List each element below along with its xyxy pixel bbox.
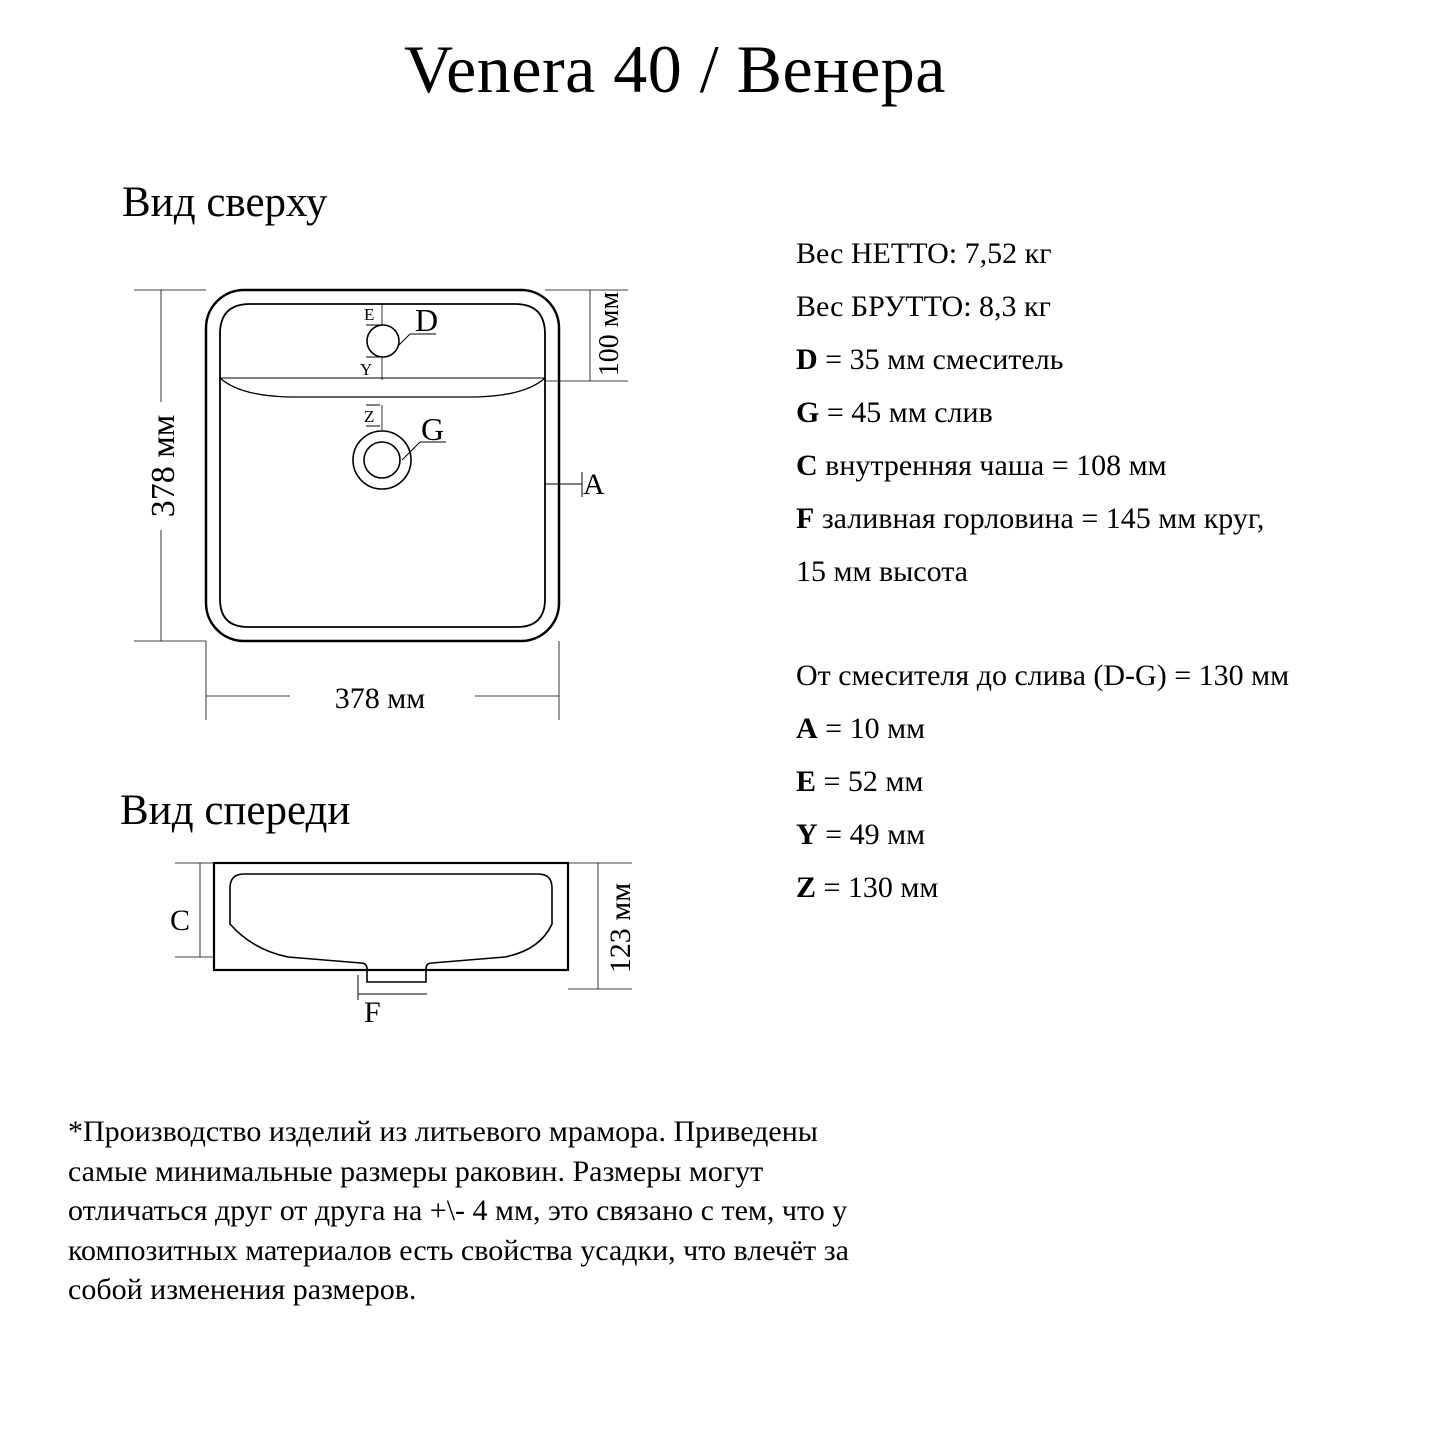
top-view-heading: Вид сверху <box>122 179 328 226</box>
basin-ledge-line <box>220 378 545 397</box>
label-e: E <box>364 305 375 324</box>
front-view-drawing <box>175 863 632 1000</box>
height-dim-label: 378 мм <box>145 414 182 518</box>
label-c: C <box>170 904 191 937</box>
label-g: G <box>421 411 445 447</box>
footnote-line: отличаться друг от друга на +\- 4 мм, это связано с тем, что у <box>68 1194 848 1227</box>
top-view-drawing <box>134 290 628 720</box>
footnote-line: собой изменения размеров. <box>68 1273 417 1306</box>
spec-line: От смесителя до слива (D-G) = 130 мм <box>796 659 1290 692</box>
back-dim-label: 100 мм <box>594 291 625 377</box>
front-view-heading: Вид спереди <box>120 787 351 834</box>
drain-inner <box>364 442 400 478</box>
spec-line: F заливная горловина = 145 мм круг, <box>796 502 1265 535</box>
spec-line: 15 мм высота <box>796 555 969 588</box>
spec-line: D = 35 мм смеситель <box>796 343 1064 376</box>
spec-line: G = 45 мм слив <box>796 396 993 429</box>
d-leader <box>398 334 410 346</box>
spec-line: Y = 49 мм <box>796 818 926 851</box>
label-a: A <box>583 468 605 501</box>
basin-outer-outline <box>206 290 559 641</box>
footnote <box>68 1112 968 1310</box>
spec-line: Вес БРУТТО: 8,3 кг <box>796 290 1051 323</box>
page-title: Venera 40 / Венера <box>404 31 946 107</box>
specifications-list <box>796 230 1289 917</box>
front-height-dim-label: 123 мм <box>604 882 637 974</box>
label-z: Z <box>364 407 375 426</box>
footnote-line: самые минимальные размеры раковин. Размеры могут <box>68 1154 764 1188</box>
spec-line: Z = 130 мм <box>796 871 939 904</box>
label-y: Y <box>360 360 373 379</box>
spec-line: Вес НЕТТО: 7,52 кг <box>796 237 1052 270</box>
spec-line: A = 10 мм <box>796 712 926 745</box>
faucet-hole <box>367 325 399 357</box>
label-f: F <box>364 996 381 1029</box>
spec-line: C внутренняя чаша = 108 мм <box>796 449 1167 482</box>
label-d: D <box>415 302 439 338</box>
width-dim-label: 378 мм <box>334 682 426 715</box>
basin-inner-outline <box>220 304 545 627</box>
footnote-line: композитных материалов есть свойства усадки, что влечёт за <box>68 1233 849 1267</box>
top-view-labels <box>145 292 625 716</box>
spec-line: E = 52 мм <box>796 765 924 798</box>
front-bowl-outline <box>230 874 552 982</box>
footnote-line: *Производство изделий из литьевого мрамора. Приведены <box>68 1115 818 1148</box>
